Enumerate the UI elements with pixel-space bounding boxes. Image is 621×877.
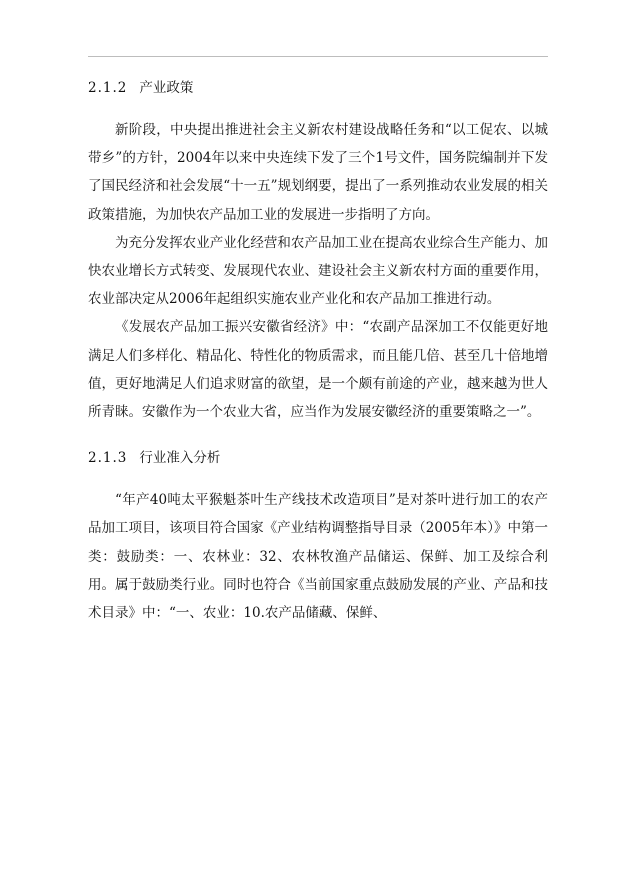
paragraph: 为充分发挥农业产业化经营和农产品加工业在提高农业综合生产能力、加快农业增长方式转变、发展现代农业、建设社会主义新农村方面的重要作用，农业部决定从2006年起组织实施农业产业化和农产品加工推进行动。 <box>88 234 548 308</box>
section-heading-2-1-2 <box>88 74 548 102</box>
paragraph: “年产40吨太平猴魁茶叶生产线技术改造项目”是对茶叶进行加工的农产品加工项目，该项目符合国家《产业结构调整指导目录（2005年本）》中第一类：鼓励类：一、农林业：32、农林牧渔产品储运、保鲜、加工及综合利用。属于鼓励类行业。同时也符合《当前国家重点鼓励发展的产业、产品和技术目录》中：“一、农业：10.农产品储藏、保鲜、 <box>88 492 548 622</box>
section-title: 产业政策 <box>139 80 194 96</box>
section-number: 2.1.3 <box>88 450 128 467</box>
section-number: 2.1.2 <box>88 80 128 96</box>
paragraph: 《发展农产品加工振兴安徽省经济》中：“农副产品深加工不仅能更好地满足人们多样化、精品化、特性化的物质需求，而且能几倍、甚至几十倍地增值，更好地满足人们追求财富的欲望，是一个颇有前途的产业，越来越为世人所青睐。安徽作为一个农业大省，应当作为发展安徽经济的重要策略之一”。 <box>88 319 548 421</box>
header-rule <box>88 56 548 57</box>
paragraph: 新阶段，中央提出推进社会主义新农村建设战略任务和“以工促农、以城带乡”的方针，2004年以来中央连续下发了三个1号文件，国务院编制并下发了国民经济和社会发展“十一五”规划纲要，提出了一系列推动农业发展的相关政策措施，为加快农产品加工业的发展进一步指明了方向。 <box>88 122 548 223</box>
document-body <box>88 74 548 627</box>
section-heading-2-1-3 <box>88 444 548 472</box>
section-title: 行业准入分析 <box>139 450 221 467</box>
